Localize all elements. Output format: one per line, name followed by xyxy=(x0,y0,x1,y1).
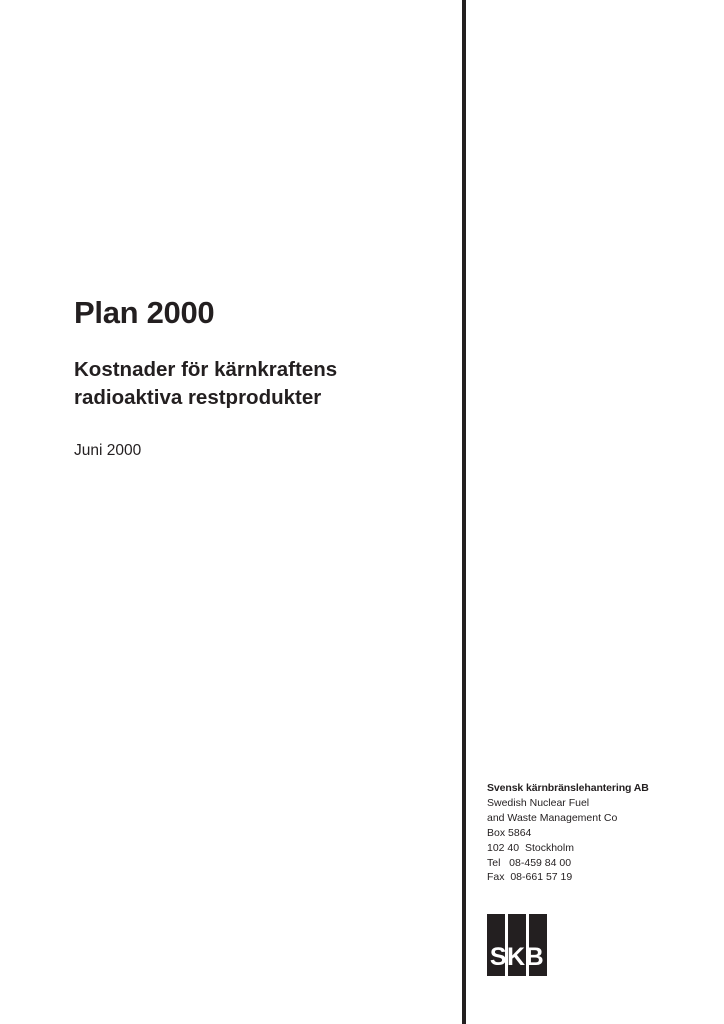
publisher-address-line-1: Swedish Nuclear Fuel xyxy=(487,796,590,809)
document-subtitle xyxy=(74,356,444,411)
publisher-organization-name: Svensk kärnbränslehantering AB xyxy=(487,782,649,794)
document-subtitle-line-1: Kostnader för kärnkraftens xyxy=(74,358,338,382)
publisher-fax: Fax 08-661 57 19 xyxy=(487,871,573,884)
vertical-divider-rule xyxy=(462,0,466,1024)
publisher-address-block xyxy=(487,781,697,885)
publisher-address-line-4: 102 40 Stockholm xyxy=(487,841,574,854)
title-block xyxy=(74,296,444,462)
skb-logo xyxy=(487,914,547,976)
page-title: Plan 2000 xyxy=(74,295,215,330)
document-subtitle-line-2: radioaktiva restprodukter xyxy=(74,385,322,409)
skb-logo-text: SKB xyxy=(489,943,545,971)
publisher-address-line-3: Box 5864 xyxy=(487,826,532,839)
document-date: Juni 2000 xyxy=(74,442,142,460)
publisher-phone: Tel 08-459 84 00 xyxy=(487,856,572,869)
publisher-address-line-2: and Waste Management Co xyxy=(487,811,618,824)
